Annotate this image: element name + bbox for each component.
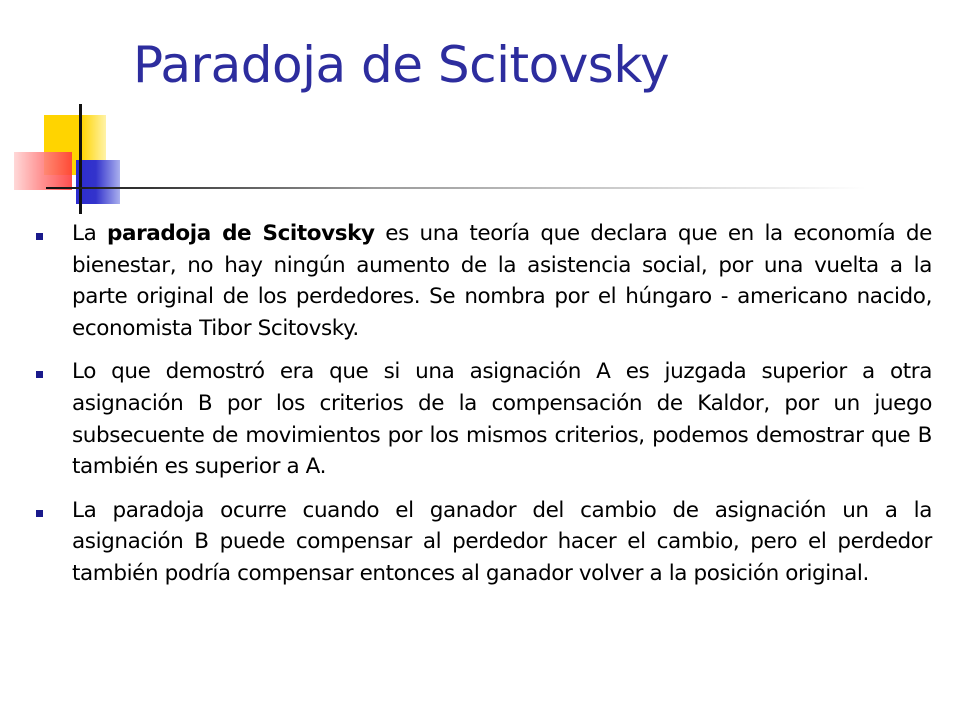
bullet-list (36, 218, 932, 602)
bullet-1-before: La (72, 221, 107, 246)
square-bullet-icon (36, 233, 43, 240)
bullet-text-1 (72, 218, 932, 344)
title-divider-line (46, 187, 866, 189)
decor-red-bar (14, 152, 72, 190)
bullet-item-3 (36, 495, 932, 590)
square-bullet-icon (36, 371, 43, 378)
bullet-text-2: Lo que demostró era que si una asignación A es juzgada superior a otra asignación B por los criterios de la compensación de Kaldor, por un juego subsecuente de movimientos por los mismos criterios, podemos demostrar que B también es superior a A. (72, 359, 932, 480)
bullet-1-after: es una teoría que declara que en la economía de bienestar, no hay ningún aumento de la asistencia social, por una vuelta a la parte original de los perdedores. Se nombra por el húngaro - americano nacido, economista Tibor Scitovsky. (72, 221, 932, 341)
square-bullet-icon (36, 510, 43, 517)
decor-vertical-line (79, 104, 82, 214)
bullet-item-2 (36, 356, 932, 482)
decor-blue-square (76, 160, 120, 204)
slide-title: Paradoja de Scitovsky (133, 36, 670, 94)
bullet-1-bold-term: paradoja de Scitovsky (106, 221, 375, 246)
bullet-text-3: La paradoja ocurre cuando el ganador del cambio de asignación un a la asignación B puede compensar al perdedor hacer el cambio, pero el perdedor también podría compensar entonces al ganador volver a la posición original. (72, 497, 932, 586)
bullet-item-1 (36, 218, 932, 344)
